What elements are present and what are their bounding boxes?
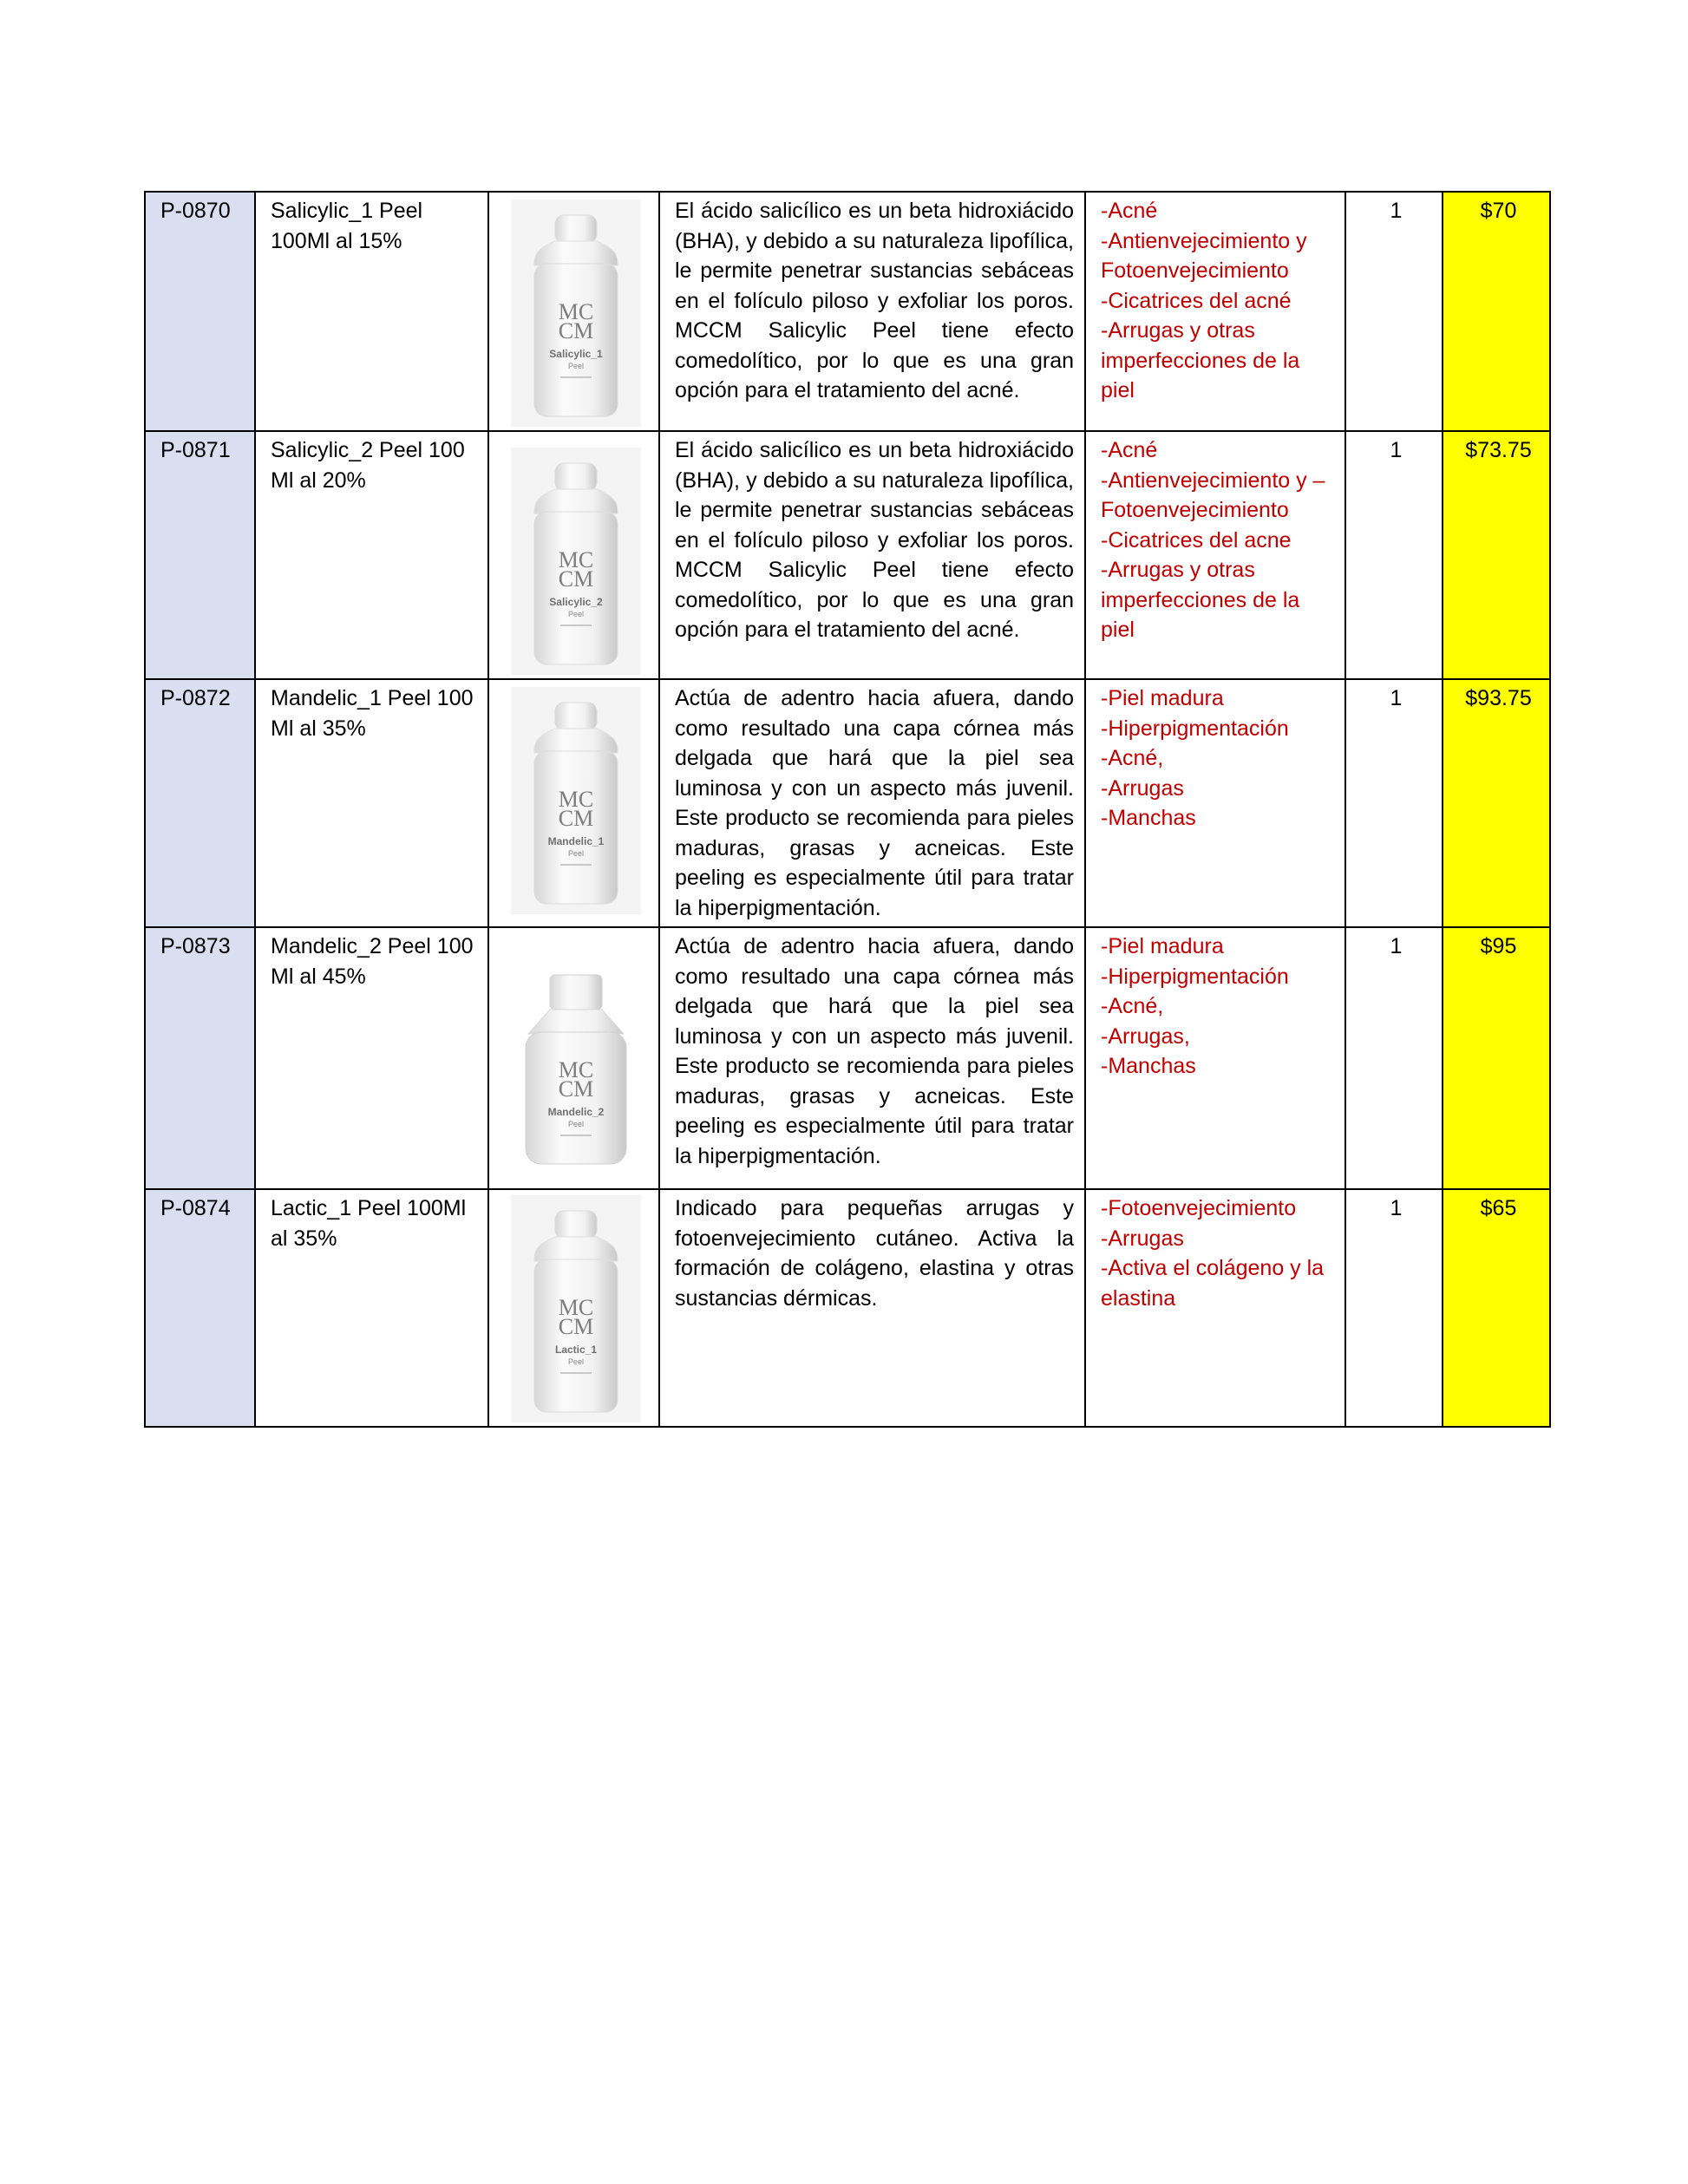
table-row xyxy=(145,431,1550,679)
product-image xyxy=(488,1189,659,1427)
indication: -Acné xyxy=(1101,199,1158,223)
product-code: P-0872 xyxy=(145,679,255,927)
svg-text:Peel: Peel xyxy=(567,1120,585,1128)
indication: -Cicatrices del acne xyxy=(1101,527,1292,553)
svg-text:MC: MC xyxy=(558,1295,594,1320)
indication: -Arrugas xyxy=(1101,1226,1184,1251)
product-qty: 1 xyxy=(1345,192,1443,431)
product-indications xyxy=(1085,192,1345,431)
indication: -Arrugas y otras imperfecciones de la piel xyxy=(1101,558,1300,642)
indication: -Hiperpigmentación xyxy=(1101,716,1289,741)
svg-text:CM: CM xyxy=(558,318,594,343)
product-name: Salicylic_2 Peel 100 Ml al 20% xyxy=(255,431,488,679)
indication: -Arrugas, xyxy=(1101,1023,1190,1049)
product-description: Actúa de adentro hacia afuera, dando como resultado una capa córnea más delgada que hará que la piel sea luminosa y con un aspecto más juvenil. Este producto se recomienda para pieles maduras, grasas y acneicas. Este peeling es especialmente útil para tratar la hiperpigmentación. xyxy=(659,679,1085,927)
product-code: P-0871 xyxy=(145,431,255,679)
product-qty: 1 xyxy=(1345,431,1443,679)
product-price: $73.75 xyxy=(1443,431,1550,679)
product-table-body xyxy=(145,192,1550,1427)
svg-text:Salicylic_1: Salicylic_1 xyxy=(549,348,603,360)
table-row xyxy=(145,192,1550,431)
svg-text:Peel: Peel xyxy=(567,610,585,618)
product-qty: 1 xyxy=(1345,927,1443,1189)
svg-text:Mandelic_2: Mandelic_2 xyxy=(547,1106,605,1118)
svg-text:MC: MC xyxy=(558,787,594,812)
product-image xyxy=(488,431,659,679)
product-image xyxy=(488,192,659,431)
product-image xyxy=(488,927,659,1189)
product-description: Indicado para pequeñas arrugas y fotoenvejecimiento cutáneo. Activa la formación de colágeno, elastina y otras sustancias dérmicas. xyxy=(659,1189,1085,1427)
indication: -Piel madura xyxy=(1101,686,1224,710)
indication: -Hiperpigmentación xyxy=(1101,964,1289,989)
indication: -Manchas xyxy=(1101,1054,1196,1078)
product-description: El ácido salicílico es un beta hidroxiácido (BHA), y debido a su naturaleza lipofílica, le permite penetrar sustancias sebáceas en el folículo piloso y exfoliar los poros. MCCM Salicylic Peel tiene efecto comedolítico, por lo que es una gran opción para el tratamiento del acné. xyxy=(659,192,1085,431)
svg-text:CM: CM xyxy=(558,566,594,592)
product-name: Salicylic_1 Peel 100Ml al 15% xyxy=(255,192,488,431)
indication: -Acné xyxy=(1101,438,1158,462)
bottle-image xyxy=(511,687,641,914)
indication: -Acné, xyxy=(1101,994,1164,1018)
product-name: Lactic_1 Peel 100Ml al 35% xyxy=(255,1189,488,1427)
product-image xyxy=(488,679,659,927)
product-code: P-0873 xyxy=(145,927,255,1189)
indication: -Cicatrices del acné xyxy=(1101,288,1292,313)
bottle-image xyxy=(511,1195,641,1422)
bottle-image xyxy=(511,963,641,1171)
svg-text:Peel: Peel xyxy=(567,1357,585,1366)
product-indications xyxy=(1085,1189,1345,1427)
svg-text:MC: MC xyxy=(558,299,594,324)
product-indications xyxy=(1085,431,1345,679)
product-qty: 1 xyxy=(1345,679,1443,927)
product-price: $65 xyxy=(1443,1189,1550,1427)
product-name: Mandelic_1 Peel 100 Ml al 35% xyxy=(255,679,488,927)
svg-text:MC: MC xyxy=(558,1057,594,1082)
indication: -Arrugas y otras imperfecciones de la piel xyxy=(1101,318,1300,402)
svg-text:Peel: Peel xyxy=(567,362,585,370)
bottle-image xyxy=(511,448,641,675)
product-price: $95 xyxy=(1443,927,1550,1189)
product-indications xyxy=(1085,927,1345,1189)
product-code: P-0870 xyxy=(145,192,255,431)
product-qty: 1 xyxy=(1345,1189,1443,1427)
product-indications xyxy=(1085,679,1345,927)
product-description: El ácido salicílico es un beta hidroxiácido (BHA), y debido a su naturaleza lipofílica, le permite penetrar sustancias sebáceas en el folículo piloso y exfoliar los poros. MCCM Salicylic Peel tiene efecto comedolítico, por lo que es una gran opción para el tratamiento del acné. xyxy=(659,431,1085,679)
svg-text:MC: MC xyxy=(558,547,594,572)
svg-text:CM: CM xyxy=(558,806,594,831)
table-row xyxy=(145,1189,1550,1427)
product-name: Mandelic_2 Peel 100 Ml al 45% xyxy=(255,927,488,1189)
bottle-image xyxy=(511,199,641,427)
product-code: P-0874 xyxy=(145,1189,255,1427)
indication: -Manchas xyxy=(1101,806,1196,830)
indication: -Antienvejecimiento y Fotoenvejecimiento xyxy=(1101,228,1307,283)
svg-text:Salicylic_2: Salicylic_2 xyxy=(549,596,603,608)
svg-text:Lactic_1: Lactic_1 xyxy=(554,1344,598,1356)
svg-text:Mandelic_1: Mandelic_1 xyxy=(547,835,605,847)
table-row xyxy=(145,927,1550,1189)
indication: -Arrugas xyxy=(1101,775,1184,801)
svg-text:CM: CM xyxy=(558,1314,594,1339)
indication: -Piel madura xyxy=(1101,934,1224,958)
table-row xyxy=(145,679,1550,927)
indication: -Fotoenvejecimiento xyxy=(1101,1196,1297,1220)
indication: -Activa el colágeno y la elastina xyxy=(1101,1256,1325,1311)
indication: -Antienvejecimiento y – Fotoenvejecimiento xyxy=(1101,468,1325,522)
product-table xyxy=(144,191,1551,1428)
indication: -Acné, xyxy=(1101,746,1164,770)
svg-text:CM: CM xyxy=(558,1076,594,1102)
product-description: Actúa de adentro hacia afuera, dando como resultado una capa córnea más delgada que hará que la piel sea luminosa y con un aspecto más juvenil. Este producto se recomienda para pieles maduras, grasas y acneicas. Este peeling es especialmente útil para tratar la hiperpigmentación. xyxy=(659,927,1085,1189)
svg-text:Peel: Peel xyxy=(567,849,585,858)
product-price: $93.75 xyxy=(1443,679,1550,927)
product-price: $70 xyxy=(1443,192,1550,431)
